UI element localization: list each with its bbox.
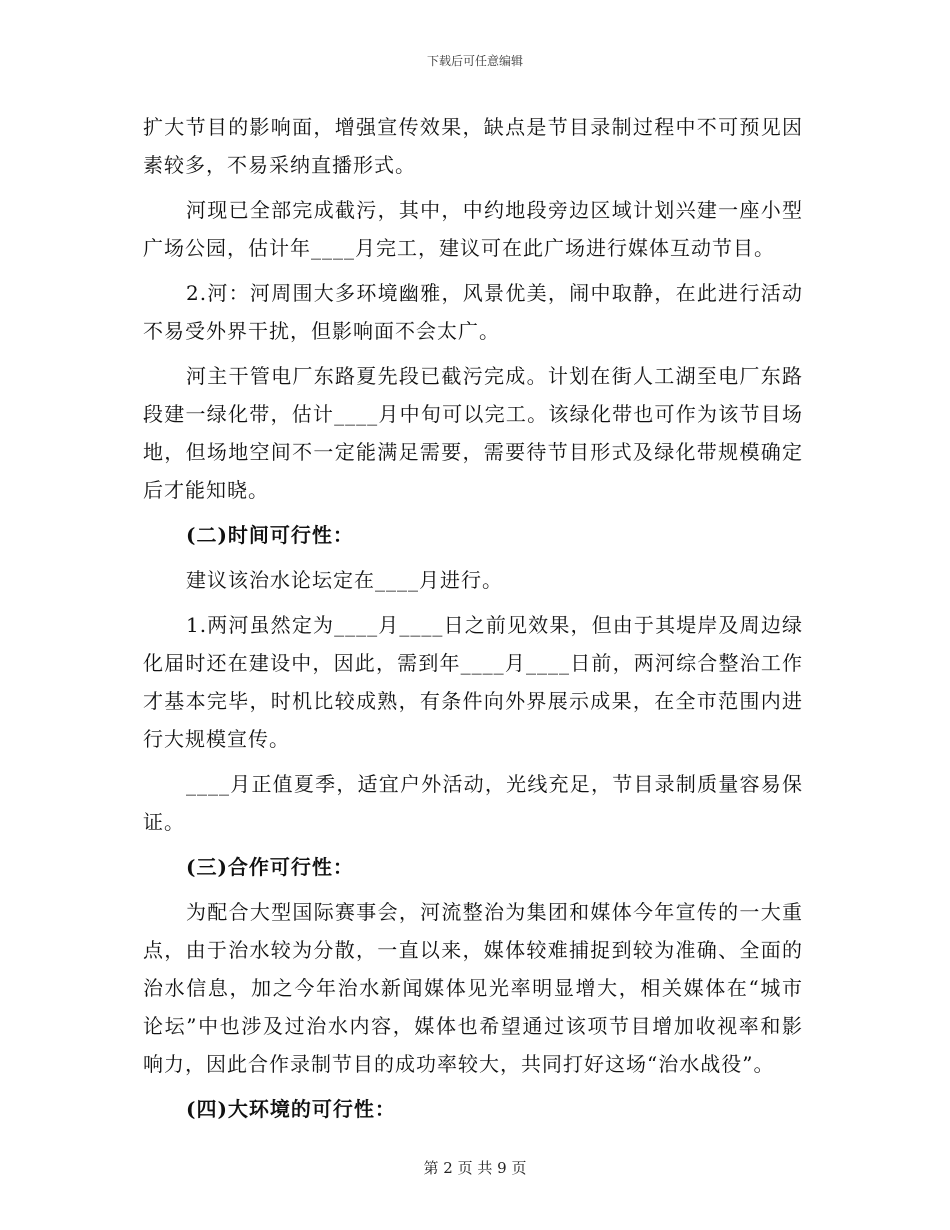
page-number: 第 2 页 共 9 页 bbox=[423, 1159, 527, 1177]
document-body bbox=[143, 108, 803, 1128]
paragraph-summer: ____月正值夏季，适宜户外活动，光线充足，节目录制质量容易保证。 bbox=[143, 772, 803, 834]
paragraph-two-rivers: 1.两河虽然定为____月____日之前见效果，但由于其堤岸及周边绿化届时还在建设中，因此，需到年____月____日前，两河综合整治工作才基本完毕，时机比较成熟，有条件向外界展示成果，在全市范围内进行大规模宣传。 bbox=[143, 613, 803, 751]
paragraph-green-belt: 河主干管电厂东路夏先段已截污完成。计划在街人工湖至电厂东路段建一绿化带，估计____月中旬可以完工。该绿化带也可作为该节目场地，但场地空间不一定能满足需要，需要待节目形式及绿化带规模确定后才能知晓。 bbox=[143, 364, 803, 502]
paragraph-forum-month: 建议该治水论坛定在____月进行。 bbox=[186, 568, 503, 592]
section-heading-environment: (四)大环境的可行性： bbox=[186, 1097, 396, 1121]
page-header: 下载后可任意编辑 bbox=[426, 54, 523, 68]
paragraph-continuation: 扩大节目的影响面，增强宣传效果，缺点是节目录制过程中不可预见因素较多，不易采纳直播形式。 bbox=[143, 115, 803, 177]
paragraph-river-environment: 2.河：河周围大多环境幽雅，风景优美，闹中取静，在此进行活动不易受外界干扰，但影响面不会太广。 bbox=[143, 281, 803, 343]
paragraph-cooperation: 为配合大型国际赛事会，河流整治为集团和媒体今年宣传的一大重点，由于治水较为分散，一直以来，媒体较难捕捉到较为准确、全面的治水信息，加之今年治水新闻媒体见光率明显增大，相关媒体在“城市论坛”中也涉及过治水内容，媒体也希望通过该项节目增加收视率和影响力，因此合作录制节目的成功率较大，共同打好这场“治水战役”。 bbox=[143, 900, 803, 1076]
paragraph-plaza-park: 河现已全部完成截污，其中，中约地段旁边区域计划兴建一座小型广场公园，估计年____月完工，建议可在此广场进行媒体互动节目。 bbox=[143, 198, 803, 260]
section-heading-cooperation: (三)合作可行性： bbox=[186, 855, 354, 879]
section-heading-time: (二)时间可行性： bbox=[186, 523, 354, 547]
